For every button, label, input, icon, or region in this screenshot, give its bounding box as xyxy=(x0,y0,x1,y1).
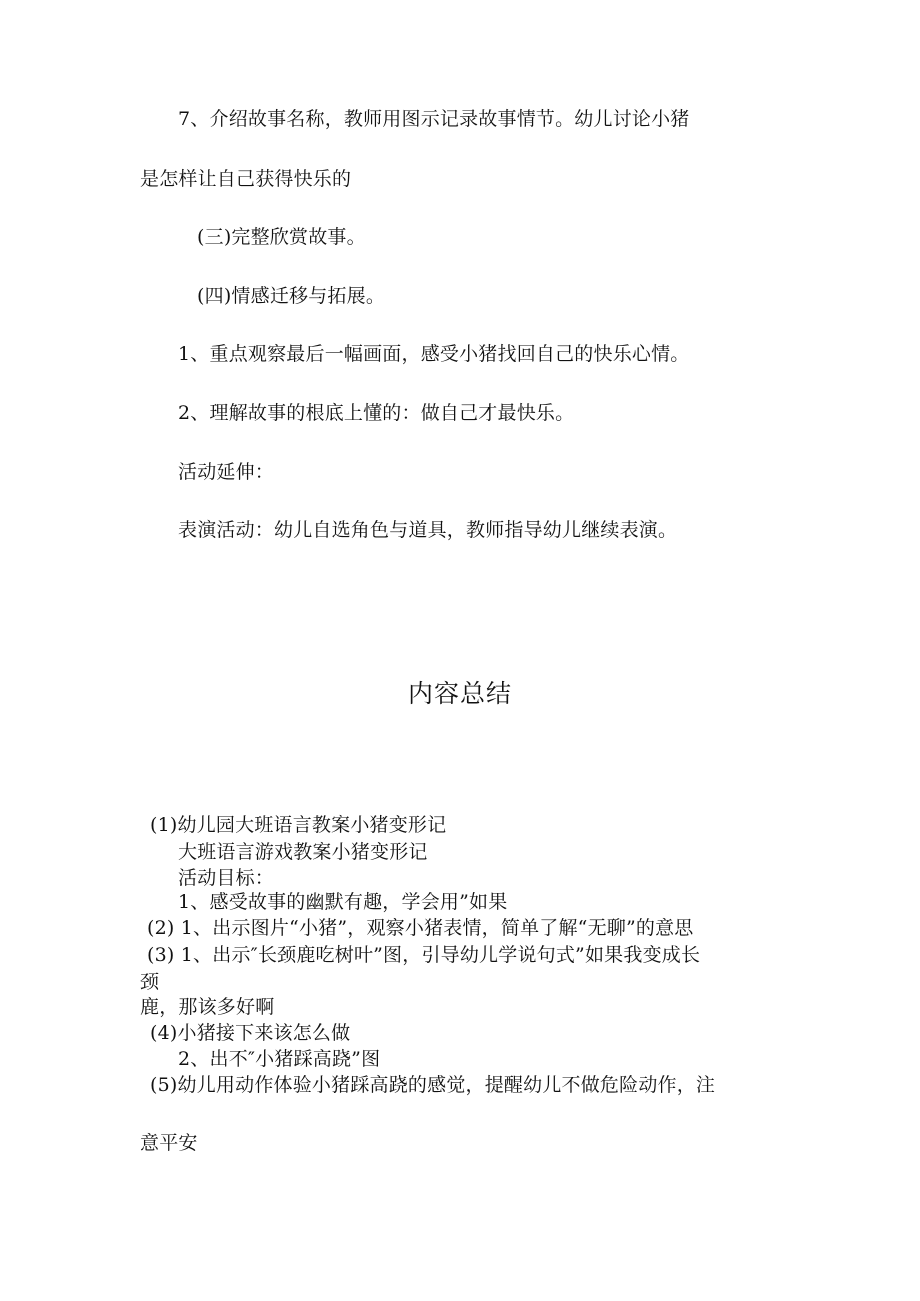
summary-line: (2) 1、出示图片“小猪”，观察小猪表情，简单了解“无聊”的意思 xyxy=(147,917,694,939)
paragraph-step-1: 1、重点观察最后一幅画面，感受小猪找回自己的快乐心情。 xyxy=(178,343,690,365)
paragraph-step-2: 2、理解故事的根底上懂的：做自己才最快乐。 xyxy=(178,402,575,424)
summary-line: 颈 xyxy=(140,971,160,993)
paragraph-step-7: 7、介绍故事名称，教师用图示记录故事情节。幼儿讨论小猪 xyxy=(178,108,690,130)
summary-line: 2、出不″小猪踩高跷”图 xyxy=(178,1048,381,1070)
summary-line: 活动目标： xyxy=(178,867,275,889)
summary-line: (5)幼儿用动作体验小猪踩高跷的感觉，提醒幼儿不做危险动作，注 xyxy=(150,1074,716,1096)
section-heading-3: (三)完整欣赏故事。 xyxy=(197,226,366,248)
summary-line: 意平安 xyxy=(140,1132,198,1154)
summary-line: 大班语言游戏教案小猪变形记 xyxy=(178,841,428,863)
summary-line: (1)幼儿园大班语言教案小猪变形记 xyxy=(150,814,447,836)
summary-line: 1、感受故事的幽默有趣，学会用”如果 xyxy=(178,891,508,913)
activity-extension-text: 表演活动：幼儿自选角色与道具，教师指导幼儿继续表演。 xyxy=(178,519,678,541)
paragraph-step-7-continued: 是怎样让自己获得快乐的 xyxy=(140,168,352,190)
summary-line: (4)小猪接下来该怎么做 xyxy=(150,1022,351,1044)
summary-title: 内容总结 xyxy=(407,679,512,708)
section-heading-4: (四)情感迁移与拓展。 xyxy=(197,285,386,307)
summary-line: 鹿，那该多好啊 xyxy=(140,996,275,1018)
activity-extension-label: 活动延伸： xyxy=(178,461,275,483)
summary-line: (3) 1、出示″长颈鹿吃树叶”图，引导幼儿学说句式”如果我变成长 xyxy=(147,944,701,966)
